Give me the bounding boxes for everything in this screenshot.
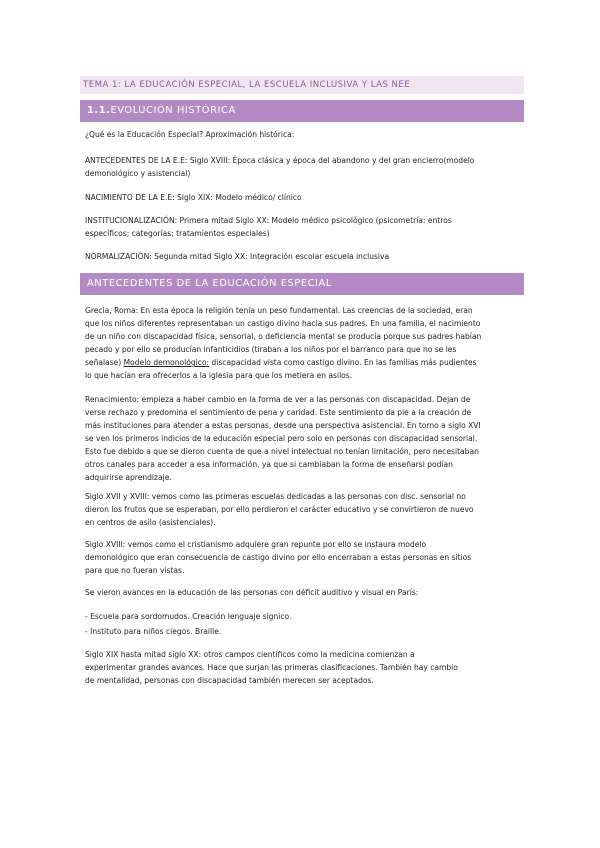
overview-antecedentes — [85, 154, 521, 180]
text-line: verse rechazo y predomina el sentimiento de pena y caridad. Este sentimiento da pie a la creación de — [85, 408, 472, 417]
text-line: específicos; categorías; tratamientos especiales) — [85, 229, 270, 238]
text-line: Se vieron avances en la educación de las personas con déficit auditivo y visual en París: — [85, 588, 419, 597]
text-line: Renacimiento: empieza a haber cambio en la forma de ver a las personas con discapacidad. Dejan de — [85, 395, 471, 404]
section-title: ANTECEDENTES DE LA EDUCACIÓN ESPECIAL — [87, 278, 332, 289]
text-line: demonológico y asistencial) — [85, 169, 191, 178]
list-item: - Escuela para sordomudos. Creación lenguaje signico. — [85, 612, 292, 621]
question-text: ¿Qué es la Educación Especial? Aproximación histórica: — [85, 130, 295, 139]
text-line: NACIMIENTO DE LA E.E: Siglo XIX: Modelo médico/ clínico — [85, 193, 302, 202]
overview-nacimiento — [85, 191, 521, 204]
section-title: EVOLUCIÓN HISTÓRICA — [110, 105, 236, 116]
text-line: pecado y por ello se producían infanticidios (tiraban a los niños por el barranco para que no se les — [85, 345, 457, 354]
text-line: lo que hacían era ofrecerlos a la iglesia para que los metiera en asilos. — [85, 371, 353, 380]
paragraph-renacimiento — [85, 393, 521, 484]
section-heading-evolucion — [80, 100, 524, 122]
text-line: que los niños diferentes representaban un castigo divino hacia sus padres. En una familia, el nacimiento — [85, 319, 481, 328]
paragraph-siglo-xix — [85, 648, 521, 687]
section-heading-antecedentes — [80, 273, 524, 295]
text-line: Siglo XVIII: vemos como el cristianismo adquiere gran repunte por ello se instaura modelo — [85, 540, 427, 549]
underlined-term: Modelo demonológico: — [123, 358, 210, 367]
text-line: de un niño con discapacidad física, sensorial, o deficiencia mental se producía porque sus padres habían — [85, 332, 482, 341]
paragraph-paris — [85, 586, 521, 599]
text-fragment: discapacidad vista como castigo divino. En las familias más pudientes — [209, 358, 477, 367]
paragraph-grecia — [85, 304, 521, 382]
text-line: dieron los frutos que se esperaban, por ello perdieron el carácter educativo y se convirtieron de nuevo — [85, 505, 474, 514]
overview-institucionalizacion — [85, 214, 521, 240]
paragraph-siglo-xviii — [85, 538, 521, 577]
text-line: ANTECEDENTES DE LA E.E: Siglo XVIII: Época clásica y época del abandono y del gran encierro(modelo — [85, 156, 475, 165]
text-line: más instituciones para atender a estas personas, desde una perspectiva asistencial. En torno a siglo XVI — [85, 421, 481, 430]
text-line: para que no fueran vistas. — [85, 566, 185, 575]
overview-normalizacion — [85, 250, 521, 263]
text-line: adquirirse aprendizaje. — [85, 473, 172, 482]
text-line: se ven los primeros indicios de la educación especial pero solo en personas con discapacidad sensorial. — [85, 434, 478, 443]
text-line: NORMALIZACIÓN: Segunda mitad Siglo XX: Integración escolar escuela inclusiva — [85, 252, 390, 261]
text-fragment: señalase) — [85, 358, 122, 367]
text-line: demonológico que eran consecuencia de castigo divino por ello encerraban a estas personas en sitios — [85, 553, 472, 562]
bullet-list — [85, 610, 521, 638]
list-item: - Instituto para niños ciegos. Braille. — [85, 627, 222, 636]
text-line: otros canales para acceder a esa información, ya que si cambiaban la forma de enseñarsi podían — [85, 460, 453, 469]
text-line: en centros de asilo (asistenciales). — [85, 518, 216, 527]
text-line: Grecia, Roma: En esta época la religión tenía un peso fundamental. Las creencias de la sociedad, eran — [85, 306, 473, 315]
text-line: de mentalidad, personas con discapacidad también merecen ser aceptados. — [85, 676, 374, 685]
text-line: Siglo XIX hasta mitad siglo XX: otros campos científicos como la medicina comienzan a — [85, 650, 415, 659]
text-line: experimentar grandes avances. Hace que surjan las primeras clasificaciones. También hay cambio — [85, 663, 458, 672]
text-line: Esto fue debido a que se dieron cuenta de que a nivel intelectual no tenían limitación, pero necesitaban — [85, 447, 479, 456]
question-paragraph — [85, 128, 521, 141]
topic-header: TEMA 1: LA EDUCACIÓN ESPECIAL, LA ESCUELA INCLUSIVA Y LAS NEE — [80, 76, 524, 94]
text-line: INSTITUCIONALIZACIÓN: Primera mitad Siglo XX: Modelo médico psicológico (psicometría: entros — [85, 216, 452, 225]
text-line: Siglo XVII y XVIII: vemos como las primeras escuelas dedicadas a las personas con disc. sensorial no — [85, 492, 466, 501]
paragraph-siglo-xvii — [85, 490, 521, 529]
text-line — [85, 356, 521, 369]
section-number: 1.1. — [87, 105, 111, 116]
